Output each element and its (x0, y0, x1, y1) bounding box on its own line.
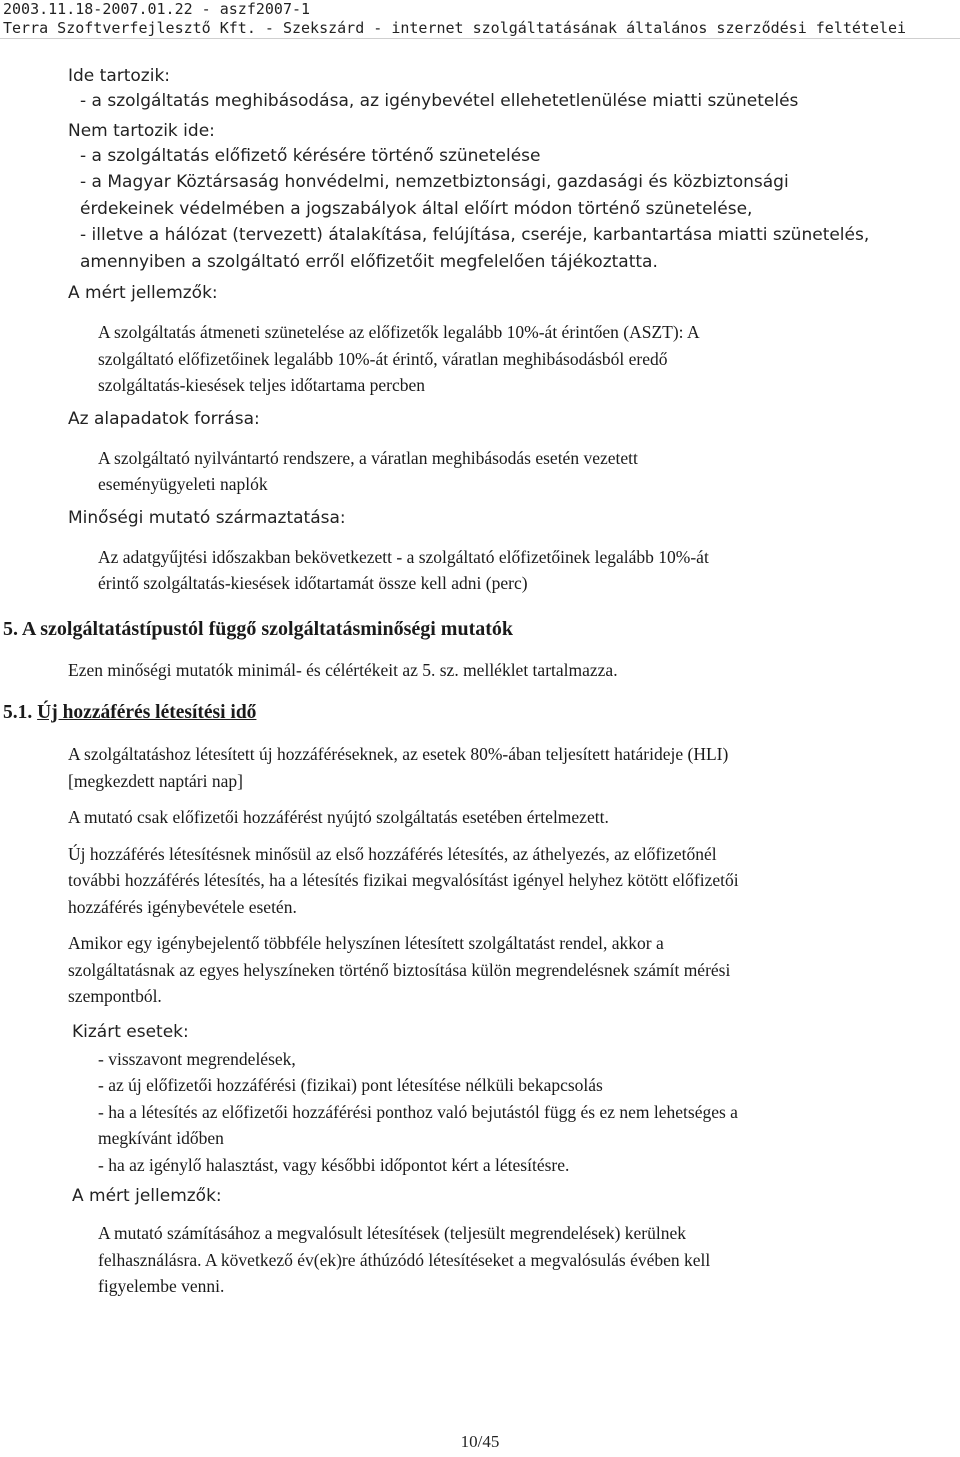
header-doc-id: 2003.11.18-2007.01.22 - aszf2007-1 (3, 0, 311, 18)
nem-tartozik-label: Nem tartozik ide: (68, 120, 215, 141)
section-number: 5.1. (3, 702, 33, 723)
list-item: amennyiben a szolgáltató erről előfizetőit megfelelően tájékoztatta. (80, 251, 658, 272)
kizart-esetek-list (98, 1046, 960, 1179)
minosegi-mutato-text (98, 544, 960, 597)
ide-tartozik-item: - a szolgáltatás meghibásodása, az igénybevétel ellehetetlenülése miatti szünetelés (80, 91, 799, 111)
text-line: érintő szolgáltatás-kiesések időtartamát össze kell adni (perc) (98, 573, 528, 593)
ide-tartozik-label: Ide tartozik: (68, 66, 171, 86)
scope-paragraph: A mutató csak előfizetői hozzáférést nyújtó szolgáltatás esetében értelmezett. (68, 807, 609, 827)
header-divider (0, 38, 960, 39)
mert-jellemzok-label: A mért jellemzők: (68, 283, 218, 303)
page-header (3, 0, 906, 38)
text-line: A mutató számításához a megvalósult létesítések (teljesült megrendelések) kerülnek (98, 1223, 687, 1243)
section-5-heading: 5. A szolgáltatástípustól függő szolgáltatásminőségi mutatók (3, 617, 514, 640)
hli-definition (68, 741, 960, 794)
text-line: A szolgáltató nyilvántartó rendszere, a váratlan meghibásodás esetén vezetett (98, 447, 638, 468)
list-item: - illetve a hálózat (tervezett) átalakítása, felújítása, cseréje, karbantartása miatti szünetelés, (80, 225, 870, 245)
text-line: szolgáltatás-kiesések teljes időtartama percben (98, 375, 426, 395)
list-item: megkívánt időben (98, 1128, 224, 1148)
list-item: - a Magyar Köztársaság honvédelmi, nemzetbiztonsági, gazdasági és közbiztonsági (80, 172, 789, 192)
text-line: A szolgáltatás átmeneti szünetelése az előfizetők legalább 10%-át érintően (ASZT): A (98, 322, 700, 342)
minosegi-mutato-label: Minőségi mutató származtatása: (68, 507, 346, 528)
section-title: Új hozzáférés létesítési idő (37, 702, 257, 723)
section-5-1-heading (3, 699, 960, 727)
alapadatok-text (98, 445, 960, 498)
multi-site-paragraph (68, 930, 960, 1010)
mert-jellemzok-text (98, 319, 960, 399)
text-line: szempontból. (68, 986, 162, 1006)
list-item: - a szolgáltatás előfizető kérésére történő szünetelése (80, 145, 541, 166)
list-item: érdekeinek védelmében a jogszabályok által előírt módon történő szünetelése, (80, 198, 753, 219)
text-line: hozzáférés igénybevétele esetén. (68, 896, 297, 917)
list-item: - visszavont megrendelések, (98, 1048, 296, 1069)
text-line: Új hozzáférés létesítésnek minősül az első hozzáférés létesítés, az áthelyezés, az előfizetőnél (68, 843, 717, 864)
list-item: - az új előfizetői hozzáférési (fizikai) pont létesítése nélküli bekapcsolás (98, 1075, 603, 1095)
kizart-esetek-label: Kizárt esetek: (72, 1021, 189, 1042)
text-line: figyelembe venni. (98, 1276, 225, 1296)
section-5-intro: Ezen minőségi mutatók minimál- és célértékeit az 5. sz. melléklet tartalmazza. (68, 659, 618, 680)
document-body (0, 64, 960, 1300)
page-number: 10/45 (460, 1432, 500, 1451)
new-access-paragraph (68, 841, 960, 921)
text-line: Az adatgyűjtési időszakban bekövetkezett - a szolgáltató előfizetőinek legalább 10%-át (98, 546, 709, 567)
text-line: eseményügyeleti naplók (98, 474, 268, 494)
nem-tartozik-list (80, 143, 960, 276)
text-line: A szolgáltatáshoz létesített új hozzáféréseknek, az esetek 80%-ában teljesített határideje (HLI) (68, 744, 729, 764)
list-item: - ha az igénylő halasztást, vagy későbbi időpontot kért a létesítésre. (98, 1154, 570, 1175)
text-line: szolgáltató előfizetőinek legalább 10%-át érintő, váratlan meghibásodásból eredő (98, 348, 668, 369)
text-line: felhasználásra. A következő év(ek)re áthúzódó létesítéseket a megvalósulás évében kell (98, 1249, 711, 1270)
alapadatok-label: Az alapadatok forrása: (68, 408, 260, 429)
mert-jellemzok-label-2: A mért jellemzők: (72, 1186, 222, 1206)
text-line: további hozzáférés létesítés, ha a létesítés fizikai megvalósítást igényel helyhez kötött előfizetői (68, 870, 739, 890)
list-item: - ha a létesítés az előfizetői hozzáférési ponthoz való bejutástól függ és ez nem lehetséges a (98, 1101, 738, 1122)
text-line: szolgáltatásnak az egyes helyszíneken történő biztosítása külön megrendelésnek számít mérési (68, 959, 731, 980)
mert-jellemzok-text-2 (98, 1220, 960, 1300)
header-doc-title: Terra Szoftverfejlesztő Kft. - Szekszárd - internet szolgáltatásának általános szerződési feltételei (3, 19, 907, 37)
text-line: [megkezdett naptári nap] (68, 770, 243, 791)
text-line: Amikor egy igénybejelentő többféle helyszínen létesített szolgáltatást rendel, akkor a (68, 933, 664, 953)
